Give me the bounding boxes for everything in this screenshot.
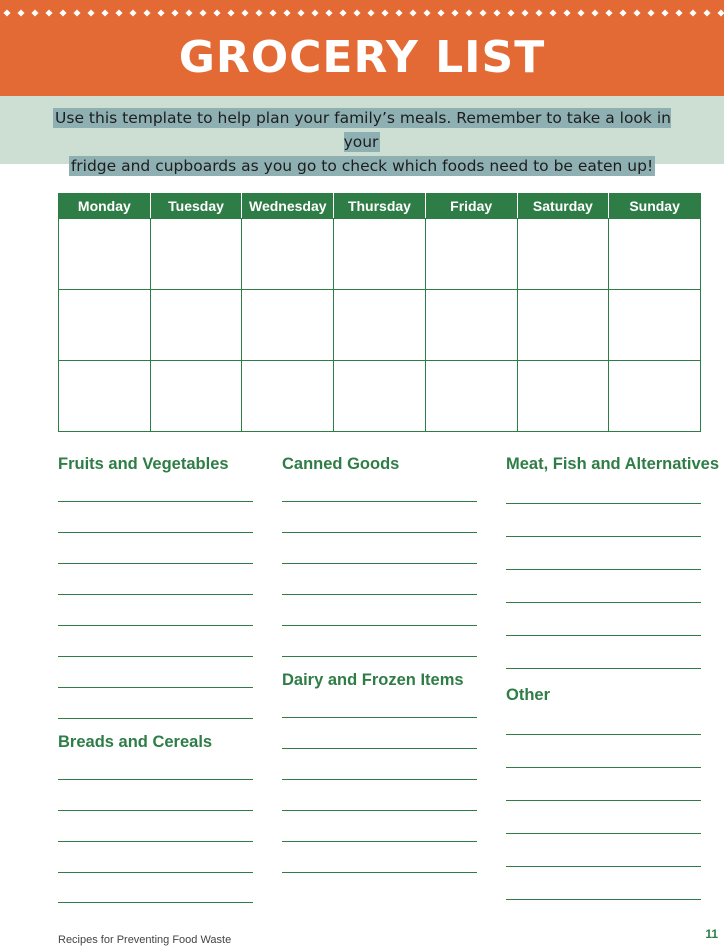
- planner-cell-friday[interactable]: [425, 290, 517, 361]
- planner-cell-sunday[interactable]: [609, 361, 701, 432]
- planner-cell-thursday[interactable]: [334, 361, 426, 432]
- border-dot: [423, 9, 430, 16]
- border-dot: [535, 9, 542, 16]
- border-dot: [451, 9, 458, 16]
- border-dot: [269, 9, 276, 16]
- intro-line-2: fridge and cupboards as you go to check which foods need to be eaten up!: [70, 157, 654, 175]
- dairy-frozen-line[interactable]: [282, 779, 477, 780]
- planner-cell-friday[interactable]: [425, 361, 517, 432]
- breads-cereals-line[interactable]: [58, 872, 253, 873]
- border-dot: [101, 9, 108, 16]
- fruits-vegetables-line[interactable]: [58, 625, 253, 626]
- dot-border: [0, 8, 724, 18]
- page-number: 11: [705, 927, 718, 941]
- border-dot: [185, 9, 192, 16]
- meat-fish-line[interactable]: [506, 569, 701, 570]
- other-line[interactable]: [506, 866, 701, 867]
- breads-cereals-line[interactable]: [58, 841, 253, 842]
- day-header-friday: Friday: [425, 194, 517, 219]
- planner-cell-saturday[interactable]: [517, 290, 609, 361]
- planner-cell-tuesday[interactable]: [150, 290, 242, 361]
- planner-cell-thursday[interactable]: [334, 219, 426, 290]
- day-header-tuesday: Tuesday: [150, 194, 242, 219]
- day-header-wednesday: Wednesday: [242, 194, 334, 219]
- border-dot: [619, 9, 626, 16]
- other-line[interactable]: [506, 833, 701, 834]
- border-dot: [45, 9, 52, 16]
- fruits-vegetables-line[interactable]: [58, 718, 253, 719]
- planner-cell-monday[interactable]: [59, 219, 151, 290]
- other-line[interactable]: [506, 899, 701, 900]
- meat-fish-line[interactable]: [506, 602, 701, 603]
- border-dot: [661, 9, 668, 16]
- border-dot: [675, 9, 682, 16]
- planner-cell-wednesday[interactable]: [242, 290, 334, 361]
- breads-cereals-line[interactable]: [58, 902, 253, 903]
- border-dot: [479, 9, 486, 16]
- heading-meat-fish: Meat, Fish and Alternatives: [506, 455, 720, 473]
- border-dot: [143, 9, 150, 16]
- border-dot: [353, 9, 360, 16]
- planner-cell-saturday[interactable]: [517, 361, 609, 432]
- border-dot: [409, 9, 416, 16]
- heading-canned-goods: Canned Goods: [282, 455, 400, 473]
- border-dot: [129, 9, 136, 16]
- fruits-vegetables-line[interactable]: [58, 532, 253, 533]
- border-dot: [199, 9, 206, 16]
- border-dot: [59, 9, 66, 16]
- border-dot: [227, 9, 234, 16]
- border-dot: [507, 9, 514, 16]
- planner-cell-sunday[interactable]: [609, 219, 701, 290]
- border-dot: [213, 9, 220, 16]
- border-dot: [381, 9, 388, 16]
- planner-cell-wednesday[interactable]: [242, 361, 334, 432]
- border-dot: [689, 9, 696, 16]
- border-dot: [297, 9, 304, 16]
- intro-line-1: Use this template to help plan your family’s meals. Remember to take a look in your: [55, 109, 671, 151]
- planner-cell-friday[interactable]: [425, 219, 517, 290]
- intro-text: [40, 106, 684, 178]
- planner-cell-saturday[interactable]: [517, 219, 609, 290]
- canned-goods-line[interactable]: [282, 532, 477, 533]
- meat-fish-line[interactable]: [506, 503, 701, 504]
- canned-goods-line[interactable]: [282, 501, 477, 502]
- dairy-frozen-line[interactable]: [282, 810, 477, 811]
- planner-row: [59, 361, 701, 432]
- border-dot: [633, 9, 640, 16]
- planner-cell-wednesday[interactable]: [242, 219, 334, 290]
- dairy-frozen-line[interactable]: [282, 717, 477, 718]
- canned-goods-line[interactable]: [282, 594, 477, 595]
- heading-breads-cereals: Breads and Cereals: [58, 733, 213, 751]
- other-line[interactable]: [506, 767, 701, 768]
- border-dot: [563, 9, 570, 16]
- planner-cell-tuesday[interactable]: [150, 219, 242, 290]
- fruits-vegetables-line[interactable]: [58, 687, 253, 688]
- fruits-vegetables-line[interactable]: [58, 656, 253, 657]
- border-dot: [647, 9, 654, 16]
- border-dot: [549, 9, 556, 16]
- breads-cereals-line[interactable]: [58, 810, 253, 811]
- border-dot: [325, 9, 332, 16]
- border-dot: [339, 9, 346, 16]
- heading-other: Other: [506, 686, 551, 704]
- planner-cell-sunday[interactable]: [609, 290, 701, 361]
- border-dot: [73, 9, 80, 16]
- page-title: GROCERY LIST: [178, 32, 546, 83]
- border-dot: [521, 9, 528, 16]
- dairy-frozen-line[interactable]: [282, 841, 477, 842]
- header-banner: [0, 0, 724, 96]
- day-header-monday: Monday: [59, 194, 151, 219]
- planner-cell-thursday[interactable]: [334, 290, 426, 361]
- heading-fruits-vegetables: Fruits and Vegetables: [58, 455, 229, 473]
- heading-dairy-frozen: Dairy and Frozen Items: [282, 671, 464, 689]
- planner-cell-monday[interactable]: [59, 290, 151, 361]
- day-header-row: [59, 194, 701, 219]
- meat-fish-line[interactable]: [506, 536, 701, 537]
- border-dot: [87, 9, 94, 16]
- planner-cell-tuesday[interactable]: [150, 361, 242, 432]
- meat-fish-line[interactable]: [506, 668, 701, 669]
- border-dot: [591, 9, 598, 16]
- border-dot: [3, 9, 10, 16]
- border-dot: [17, 9, 24, 16]
- dairy-frozen-line[interactable]: [282, 872, 477, 873]
- canned-goods-line[interactable]: [282, 656, 477, 657]
- fruits-vegetables-line[interactable]: [58, 594, 253, 595]
- border-dot: [157, 9, 164, 16]
- canned-goods-line[interactable]: [282, 563, 477, 564]
- planner-row: [59, 290, 701, 361]
- breads-cereals-line[interactable]: [58, 779, 253, 780]
- border-dot: [465, 9, 472, 16]
- border-dot: [717, 9, 724, 16]
- other-line[interactable]: [506, 800, 701, 801]
- canned-goods-line[interactable]: [282, 625, 477, 626]
- border-dot: [577, 9, 584, 16]
- border-dot: [255, 9, 262, 16]
- dairy-frozen-line[interactable]: [282, 748, 477, 749]
- fruits-vegetables-line[interactable]: [58, 563, 253, 564]
- border-dot: [283, 9, 290, 16]
- meat-fish-line[interactable]: [506, 635, 701, 636]
- day-header-thursday: Thursday: [334, 194, 426, 219]
- day-header-sunday: Sunday: [609, 194, 701, 219]
- border-dot: [493, 9, 500, 16]
- border-dot: [115, 9, 122, 16]
- border-dot: [171, 9, 178, 16]
- border-dot: [437, 9, 444, 16]
- border-dot: [605, 9, 612, 16]
- weekly-meal-planner: [58, 193, 701, 432]
- day-header-saturday: Saturday: [517, 194, 609, 219]
- border-dot: [395, 9, 402, 16]
- fruits-vegetables-line[interactable]: [58, 501, 253, 502]
- border-dot: [367, 9, 374, 16]
- border-dot: [703, 9, 710, 16]
- footer-text: Recipes for Preventing Food Waste: [58, 934, 232, 946]
- border-dot: [31, 9, 38, 16]
- border-dot: [241, 9, 248, 16]
- planner-row: [59, 219, 701, 290]
- planner-cell-monday[interactable]: [59, 361, 151, 432]
- border-dot: [311, 9, 318, 16]
- other-line[interactable]: [506, 734, 701, 735]
